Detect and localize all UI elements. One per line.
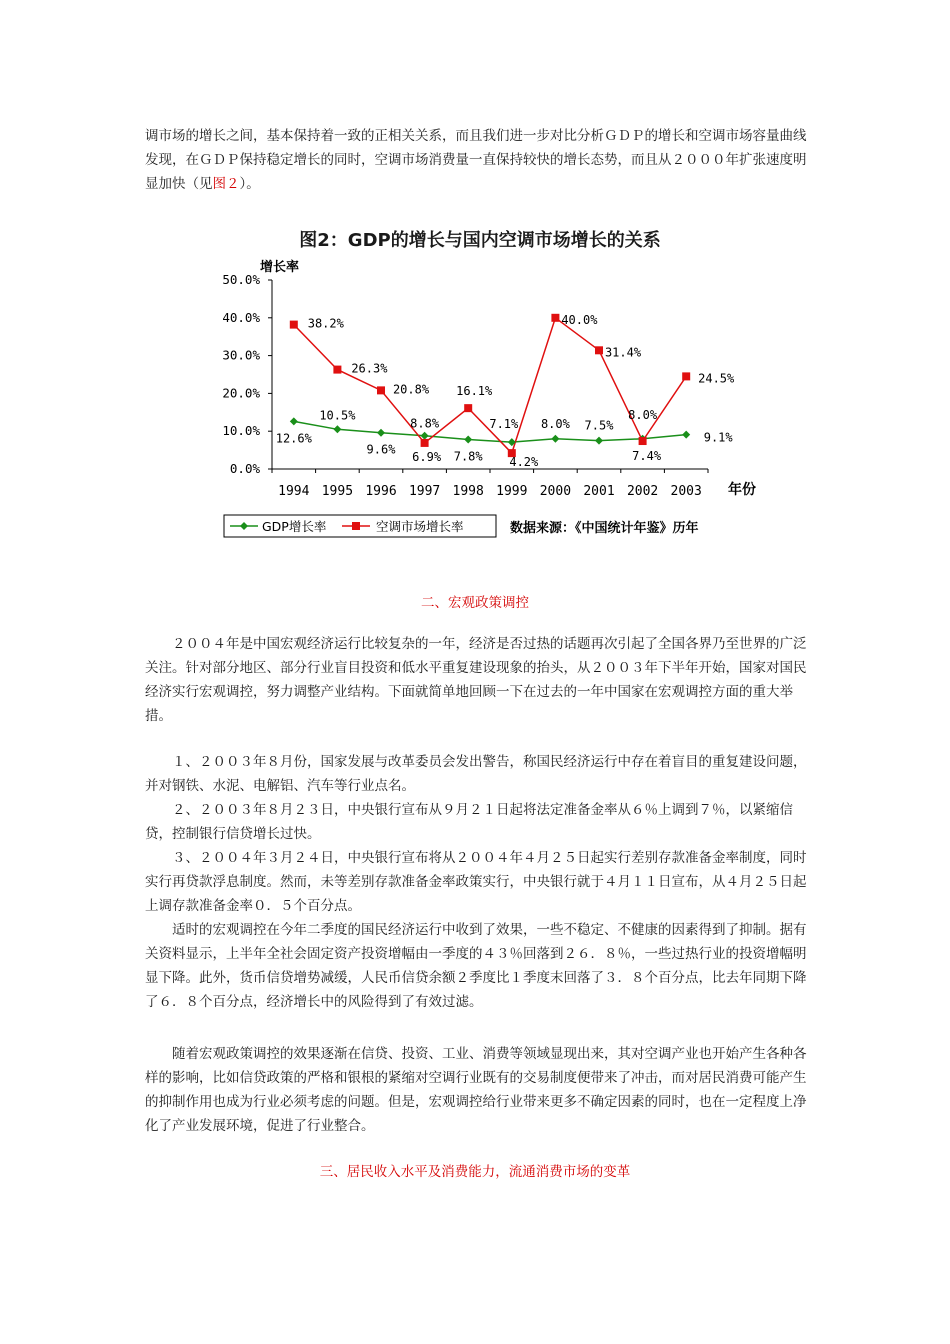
gdp-data-label: 8.8% <box>410 416 440 431</box>
gdp-data-label: 7.1% <box>489 417 519 432</box>
gdp-data-label: 7.5% <box>584 418 614 433</box>
y-tick-label: 40.0% <box>222 309 260 325</box>
ac-data-label: 24.5% <box>698 371 735 386</box>
x-tick-label: 1994 <box>278 484 310 499</box>
figure-link[interactable]: 图２ <box>212 176 240 192</box>
gdp-data-point <box>682 431 690 439</box>
ac-data-label: 40.0% <box>561 312 598 327</box>
legend-ac-label: 空调市场增长率 <box>376 519 464 534</box>
gdp-data-point <box>377 429 385 437</box>
y-tick-label: 30.0% <box>222 347 260 363</box>
section-2-paragraph-2: 适时的宏观调控在今年二季度的国民经济运行中收到了效果，一些不稳定、不健康的因素得到了抑制。据有关资料显示，上半年全社会固定资产投资增幅由一季度的４３％回落到２６．８％，一些过热行业的投资增幅明显下降。此外，货币信贷增势减缓，人民币信贷余额２季度比１季度末回落了３．８个百分点，比去年同期下降了６．８个百分点，经济增长中的风险得到了有效过滤。 <box>145 922 807 1010</box>
ac-data-point <box>639 437 647 445</box>
list-item-1: １、２００３年８月份，国家发展与改革委员会发出警告，称国民经济运行中存在着盲目的重复建设问题，并对钢铁、水泥、电解铝、汽车等行业点名。 <box>145 754 807 794</box>
ac-data-label: 16.1% <box>456 384 493 399</box>
gdp-data-point <box>551 435 559 443</box>
y-tick-label: 20.0% <box>222 385 260 401</box>
ac-data-label: 38.2% <box>307 316 344 331</box>
ac-data-label: 7.4% <box>632 449 662 464</box>
gdp-data-label: 7.8% <box>453 449 483 464</box>
data-source: 数据来源：《中国统计年鉴》历年 <box>510 521 699 536</box>
y-tick-label: 10.0% <box>222 423 260 439</box>
x-tick-label: 1995 <box>321 484 354 499</box>
x-tick-label: 1998 <box>452 484 484 499</box>
y-tick-label: 50.0% <box>222 272 260 287</box>
intro-paragraph <box>145 124 810 196</box>
x-tick-label: 2000 <box>539 484 572 499</box>
legend-ac-marker <box>352 522 360 530</box>
gdp-data-label: 9.6% <box>366 442 396 457</box>
gdp-data-label: 8.0% <box>628 407 658 422</box>
gdp-data-point <box>464 436 472 444</box>
x-tick-label: 1999 <box>496 484 528 499</box>
gdp-data-point <box>333 425 341 433</box>
intro-text: 调市场的增长之间，基本保持着一致的正相关关系，而且我们进一步对比分析ＧＤＰ的增长和空调市场容量曲线发现，在ＧＤＰ保持稳定增长的同时，空调市场消费量一直保持较快的增长态势，而且从２０００年扩张速度明显加快（见 <box>145 128 807 192</box>
x-tick-label: 1996 <box>365 484 397 499</box>
ac-data-label: 26.3% <box>351 361 388 376</box>
ac-data-point <box>290 321 298 329</box>
x-tick-label: 2001 <box>583 484 615 499</box>
ac-data-point <box>682 372 690 380</box>
list-item-2: ２、２００３年８月２３日，中央银行宣布从９月２１日起将法定准备金率从６％上调到７％，以紧缩信贷，控制银行信贷增长过快。 <box>145 802 793 842</box>
ac-data-point <box>595 346 603 354</box>
x-tick-label: 2002 <box>626 484 659 499</box>
ac-data-label: 4.2% <box>509 455 539 470</box>
y-axis-label: 增长率 <box>260 260 300 275</box>
section-2-heading: 二、宏观政策调控 <box>421 595 529 611</box>
section-3-heading: 三、居民收入水平及消费能力，流通消费市场的变革 <box>319 1164 631 1180</box>
ac-data-point <box>333 366 341 374</box>
gdp-data-label: 8.0% <box>540 416 570 431</box>
gdp-data-label: 10.5% <box>319 408 356 423</box>
gdp-data-point <box>290 417 298 425</box>
gdp-data-label: 12.6% <box>275 431 312 446</box>
chart <box>190 250 760 550</box>
section-2-paragraph-3: 随着宏观政策调控的效果逐渐在信贷、投资、工业、消费等领域显现出来，其对空调产业也开始产生各种各样的影响，比如信贷政策的严格和银根的紧缩对空调行业既有的交易制度便带来了冲击，而对居民消费可能产生的抑制作用也成为行业必须考虑的问题。但是，宏观调控给行业带来更多不确定因素的同时，也在一定程度上净化了产业发展环境，促进了行业整合。 <box>145 1046 807 1134</box>
chart-title: 图2：GDP的增长与国内空调市场增长的关系 <box>299 230 661 251</box>
y-tick-label: 0.0% <box>229 461 260 476</box>
gdp-data-point <box>595 437 603 445</box>
intro-text-end: ）。 <box>239 176 260 192</box>
ac-data-point <box>551 314 559 322</box>
gdp-data-label: 9.1% <box>703 430 733 445</box>
ac-data-point <box>421 439 429 447</box>
ac-data-label: 31.4% <box>604 345 642 360</box>
list-item-3: ３、２００４年３月２４日，中央银行宣布将从２００４年４月２５日起实行差别存款准备金率制度，同时实行再贷款浮息制度。然而，未等差别存款准备金率政策实行，中央银行就于４月１１日宣布，从４月２５日起上调存款准备金率０．５个百分点。 <box>145 850 807 914</box>
ac-data-point <box>377 386 385 394</box>
section-2-paragraph-1: ２００４年是中国宏观经济运行比较复杂的一年，经济是否过热的话题再次引起了全国各界乃至世界的广泛关注。针对部分地区、部分行业盲目投资和低水平重复建设现象的抬头，从２００３年下半年开始，国家对国民经济实行宏观调控，努力调整产业结构。下面就简单地回顾一下在过去的一年中国家在宏观调控方面的重大举措。 <box>145 636 807 724</box>
legend-gdp-label: GDP增长率 <box>262 519 327 534</box>
ac-data-label: 6.9% <box>412 449 442 464</box>
ac-data-point <box>464 404 472 412</box>
ac-data-label: 20.8% <box>392 382 430 397</box>
x-tick-label: 2003 <box>670 484 702 499</box>
x-tick-label: 1997 <box>408 484 441 499</box>
x-axis-label: 年份 <box>728 482 756 498</box>
